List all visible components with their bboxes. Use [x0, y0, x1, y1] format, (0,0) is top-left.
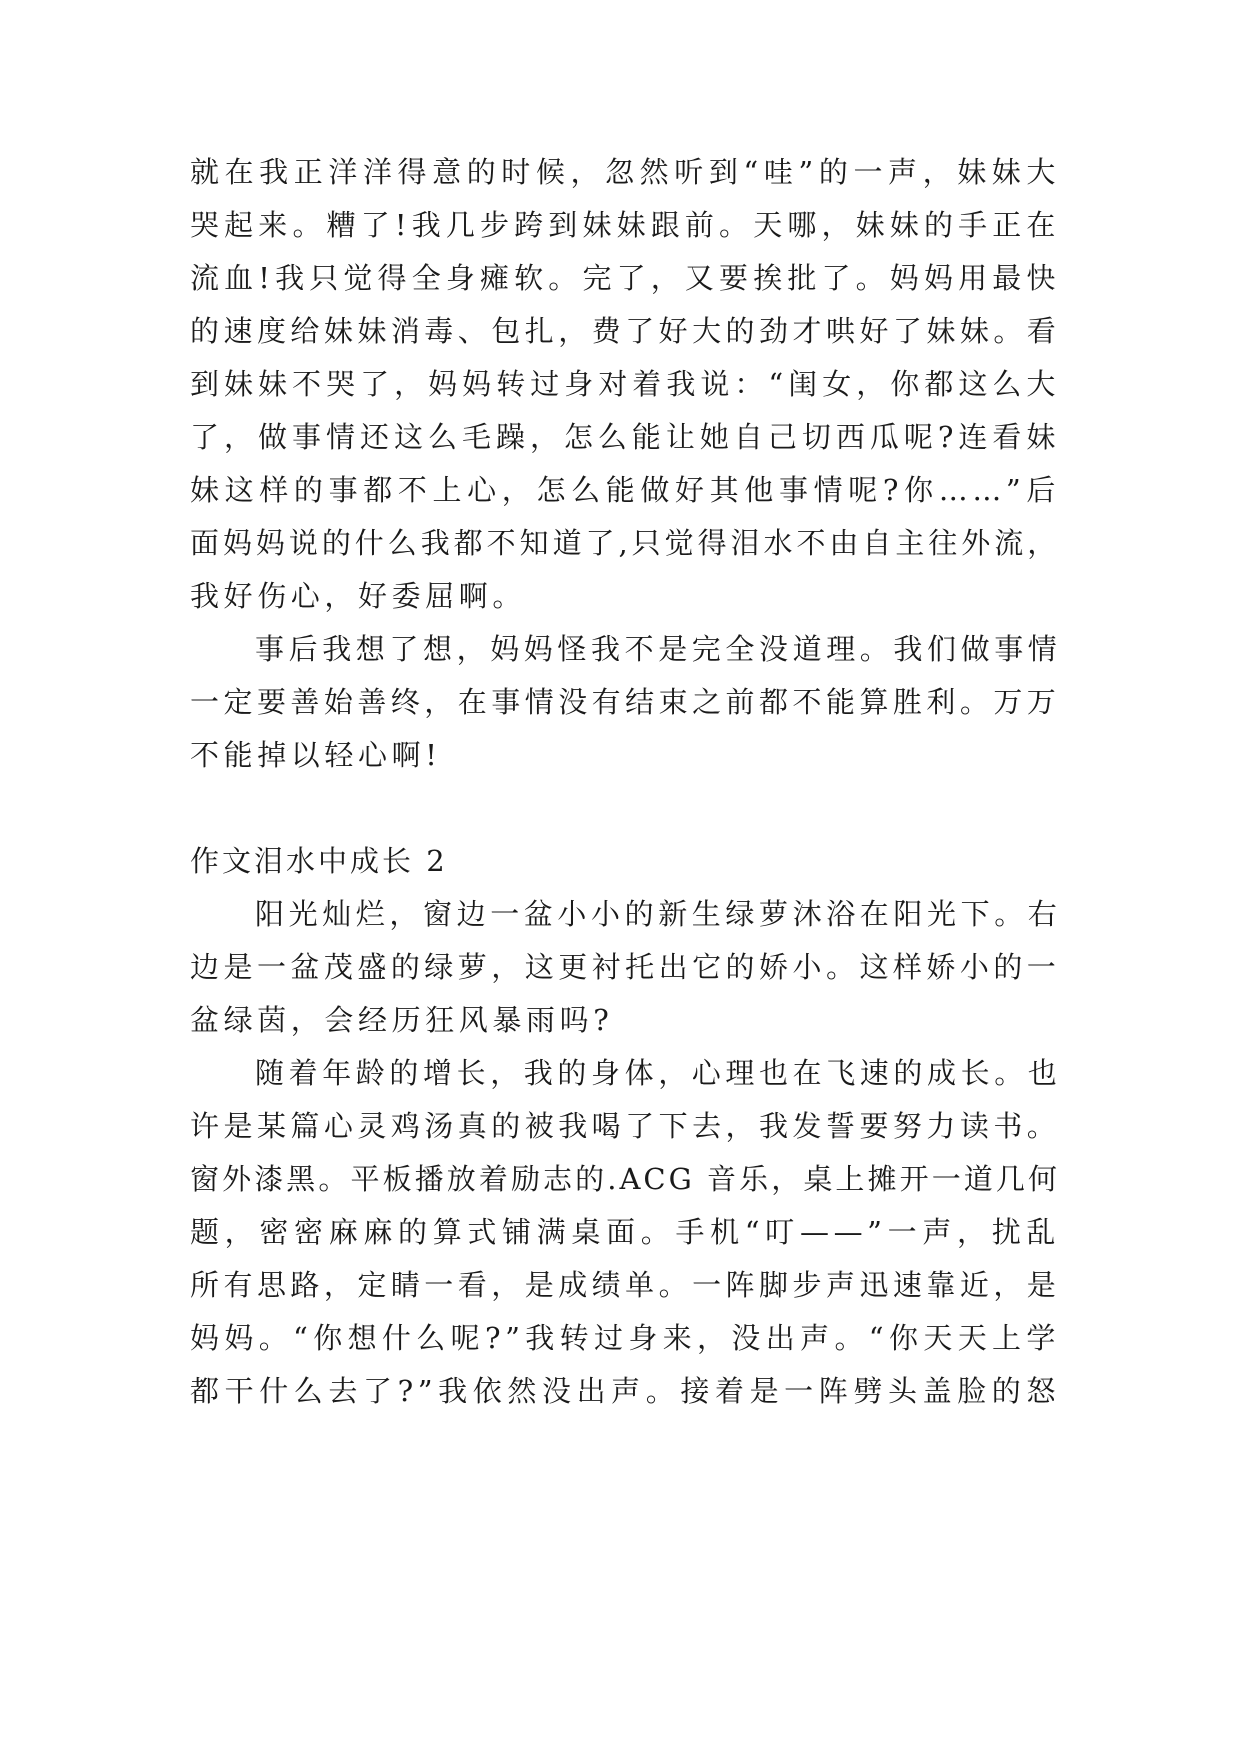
- text-line: 一定要善始善终，在事情没有结束之前都不能算胜利。万万: [190, 685, 1060, 719]
- text-line: 盆绿茵，会经历狂风暴雨吗?: [190, 1003, 614, 1037]
- text-line: 事后我想了想，妈妈怪我不是完全没道理。我们做事情: [255, 632, 1062, 666]
- text-line: 到妹妹不哭了，妈妈转过身对着我说：“闺女，你都这么大: [190, 367, 1060, 401]
- text-line: 不能掉以轻心啊!: [190, 738, 442, 772]
- text-line: 流血!我只觉得全身瘫软。完了，又要挨批了。妈妈用最快: [190, 261, 1060, 295]
- text-line: 边是一盆茂盛的绿萝，这更衬托出它的娇小。这样娇小的一: [190, 950, 1060, 984]
- section-title: 作文泪水中成长 2: [190, 844, 448, 878]
- text-line: 许是某篇心灵鸡汤真的被我喝了下去，我发誓要努力读书。: [190, 1109, 1060, 1143]
- text-line: 题，密密麻麻的算式铺满桌面。手机“叮——”一声，扰乱: [190, 1215, 1060, 1249]
- text-line: 面妈妈说的什么我都不知道了,只觉得泪水不由自主往外流，: [190, 526, 1060, 560]
- text-line: 了，做事情还这么毛躁，怎么能让她自己切西瓜呢?连看妹: [190, 420, 1060, 454]
- text-line: 就在我正洋洋得意的时候，忽然听到“哇”的一声，妹妹大: [190, 155, 1060, 189]
- text-line: 的速度给妹妹消毒、包扎，费了好大的劲才哄好了妹妹。看: [190, 314, 1060, 348]
- text-line: 窗外漆黑。平板播放着励志的.ACG 音乐，桌上摊开一道几何: [190, 1162, 1060, 1196]
- text-line: 都干什么去了?”我依然没出声。接着是一阵劈头盖脸的怒: [190, 1374, 1060, 1408]
- text-line: 阳光灿烂，窗边一盆小小的新生绿萝沐浴在阳光下。右: [255, 897, 1062, 931]
- text-line: 妈妈。“你想什么呢?”我转过身来，没出声。“你天天上学: [190, 1321, 1060, 1355]
- text-line: 哭起来。糟了!我几步跨到妹妹跟前。天哪，妹妹的手正在: [190, 208, 1060, 242]
- text-line: 所有思路，定睛一看，是成绩单。一阵脚步声迅速靠近，是: [190, 1268, 1060, 1302]
- text-line: 随着年龄的增长，我的身体，心理也在飞速的成长。也: [255, 1056, 1062, 1090]
- text-line: 妹这样的事都不上心，怎么能做好其他事情呢?你……”后: [190, 473, 1060, 507]
- text-line: 我好伤心，好委屈啊。: [190, 579, 527, 613]
